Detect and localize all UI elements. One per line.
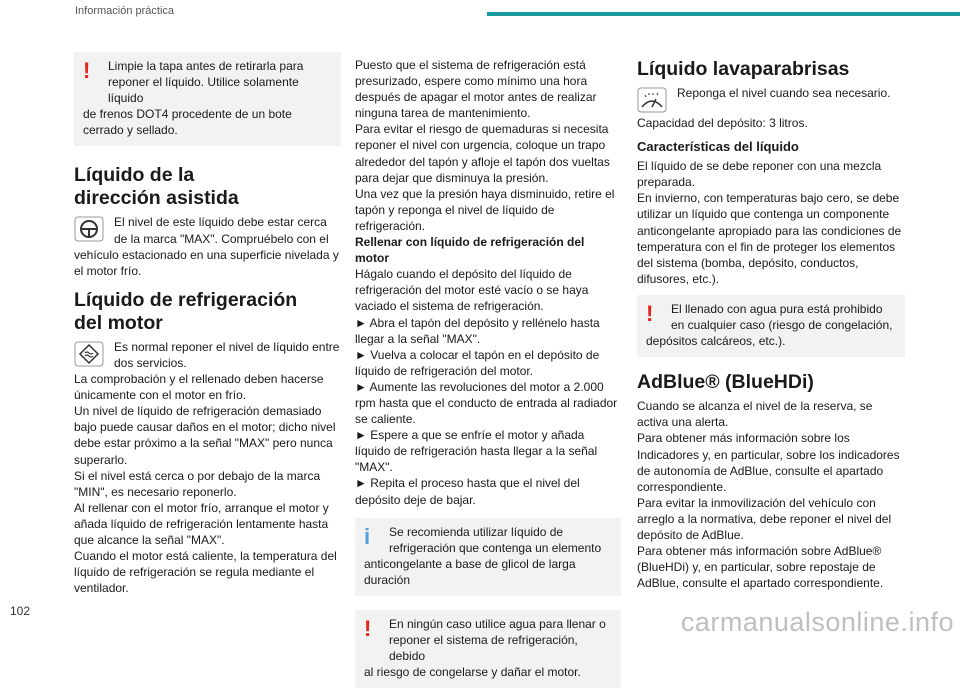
steering-block <box>74 214 341 246</box>
note-text: al riesgo de congelarse y dañar el motor. <box>364 665 581 680</box>
column-left <box>74 52 341 596</box>
note-text: depósitos calcáreos, etc.). <box>646 334 786 349</box>
warning-icon: ! <box>646 300 654 326</box>
paragraph: Para obtener más información sobre los Indicadores y, en particular, sobre los indicadores de autonomía de AdBlue, consulte el apartado correspondiente. <box>637 431 900 494</box>
note-text: anticongelante a base de glicol de larga duración <box>364 556 576 587</box>
paragraph: Reponga el nivel cuando sea necesario. <box>677 86 891 100</box>
note-text: Se recomienda utilizar líquido de refrigeración que contenga un elemento <box>389 524 602 555</box>
info-icon: i <box>364 523 371 549</box>
column-middle <box>355 57 621 698</box>
paragraph: Para evitar la inmovilización del vehículo con arreglo a la normativa, debe reponer el nivel del depósito de AdBlue. <box>637 495 892 542</box>
paragraph: Es normal reponer el nivel de líquido entre dos servicios. <box>114 339 340 370</box>
subheading: Rellenar con líquido de refrigeración del motor <box>355 235 585 266</box>
step-item: ► Repita el proceso hasta que el nivel del depósito deje de bajar. <box>355 476 580 507</box>
step-item: ► Espere a que se enfríe el motor y añada líquido de refrigeración hasta llegar a la señal "MAX". <box>355 428 598 475</box>
section-title-washer: Líquido lavaparabrisas <box>637 58 850 80</box>
warning-icon: ! <box>364 616 372 641</box>
paragraph: Para obtener más información sobre AdBlue® (BlueHDi) y, en particular, sobre repostaje de AdBlue, consulte el apartado correspondiente. <box>637 544 884 591</box>
paragraph: En invierno, con temperaturas bajo cero, se debe utilizar un líquido que contenga un componente anticongelante apropiado para las condiciones de temperatura con el fin de proteger los elementos del sistema (bomba, depósito, conductos, difusores, etc.). <box>637 191 902 286</box>
windscreen-washer-icon <box>637 87 667 113</box>
header-accent-bar <box>487 12 960 16</box>
page-number: 102 <box>10 604 31 618</box>
warning-note <box>74 52 341 146</box>
step-item: ► Aumente las revoluciones del motor a 2.000 rpm hasta que el conducto de entrada al radiador se caliente. <box>355 379 618 427</box>
paragraph: La comprobación y el rellenado deben hacerse únicamente con el motor en frío. <box>74 372 324 403</box>
section-title-adblue: AdBlue® (BlueHDi) <box>637 371 814 394</box>
coolant-icon <box>74 341 104 367</box>
note-text: de frenos DOT4 procedente de un bote cerrado y sellado. <box>83 107 292 138</box>
warning-note <box>637 295 905 357</box>
paragraph: Una vez que la presión haya disminuido, retire el tapón y reponga el nivel de líquido de refrigeración. <box>355 186 615 233</box>
washer-block <box>637 85 905 115</box>
paragraph: Un nivel de líquido de refrigeración demasiado bajo puede causar daños en el motor; dicho nivel debe estar próximo a la señal "MAX" pero nunca superarlo. <box>74 404 336 467</box>
paragraph: Hágalo cuando el depósito del líquido de refrigeración del motor esté vacío o se haya vaciado el sistema de refrigeración. <box>355 267 589 314</box>
paragraph: Puesto que el sistema de refrigeración está presurizado, espere como mínimo una hora después de apagar el motor antes de realizar ninguna tarea de mantenimiento. <box>355 58 597 121</box>
section-title-coolant: Líquido de refrigeración del motor <box>74 288 298 334</box>
paragraph: Cuando el motor está caliente, la temperatura del líquido de refrigeración se regula mediante el ventilador. <box>74 549 337 596</box>
paragraph: vehículo estacionado en una superficie nivelada y el motor frío. <box>74 247 339 278</box>
watermark: carmanualsonline.info <box>680 607 954 637</box>
note-text: En ningún caso utilice agua para llenar o reponer el sistema de refrigeración, debido <box>389 617 606 664</box>
paragraph: El nivel de este líquido debe estar cerca de la marca "MAX". Compruébelo con el <box>114 215 329 246</box>
note-text: El llenado con agua pura está prohibido en cualquier caso (riesgo de congelación, <box>671 301 893 333</box>
paragraph: Cuando se alcanza el nivel de la reserva, se activa una alerta. <box>637 399 873 430</box>
paragraph: Si el nivel está cerca o por debajo de la marca "MIN", es necesario reponerlo. <box>74 468 321 499</box>
coolant-block <box>74 339 341 371</box>
section-title-steering: Líquido de la dirección asistida <box>74 164 239 210</box>
step-item: ► Vuelva a colocar el tapón en el depósito de líquido de refrigeración del motor. <box>355 347 600 378</box>
warning-icon: ! <box>83 58 91 83</box>
running-header: Información práctica <box>75 5 175 17</box>
paragraph: Para evitar el riesgo de quemaduras si necesita reponer el nivel con urgencia, coloque un trapo alrededor del tapón y afloje el tapón dos vueltas para dejar que disminuya la presión. <box>355 122 610 185</box>
paragraph: Al rellenar con el motor frío, arranque el motor y añada líquido de refrigeración lentamente hasta que alcance la señal "MAX". <box>74 500 329 547</box>
step-item: ► Abra el tapón del depósito y rellénelo hasta llegar a la señal "MAX". <box>355 315 600 346</box>
warning-note <box>355 610 621 688</box>
steering-wheel-icon <box>74 216 104 242</box>
note-text: Limpie la tapa antes de retirarla para reponer el líquido. Utilice solamente líquido <box>108 59 304 106</box>
info-note <box>355 518 621 596</box>
paragraph: El líquido de se debe reponer con una mezcla preparada. <box>637 159 882 190</box>
subheading-characteristics: Características del líquido <box>637 139 799 155</box>
paragraph: Capacidad del depósito: 3 litros. <box>637 116 808 130</box>
column-right <box>637 58 905 591</box>
